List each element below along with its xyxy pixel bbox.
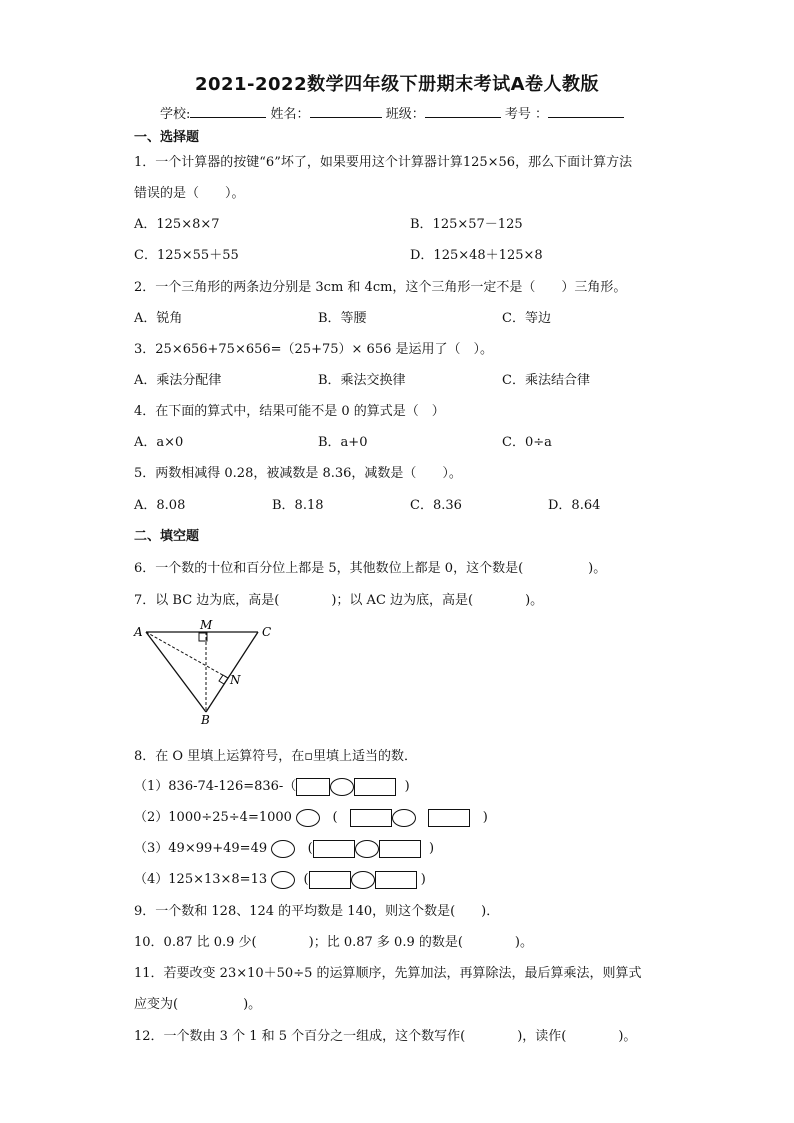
answer-box[interactable] bbox=[375, 871, 417, 889]
operator-oval[interactable] bbox=[330, 778, 354, 796]
q1-option-a[interactable]: A．125×8×7 bbox=[134, 217, 220, 232]
question-7: 7．以 BC 边为底，高是( )；以 AC 边为底，高是( )。 bbox=[134, 593, 544, 608]
operator-oval[interactable] bbox=[271, 871, 295, 889]
question-5: 5．两数相减得 0.28，被减数是 8.36，减数是（ ）。 bbox=[134, 466, 462, 481]
height-an bbox=[146, 632, 228, 678]
q2-option-b[interactable]: B．等腰 bbox=[318, 311, 367, 326]
right-angle-n bbox=[219, 675, 228, 684]
q3-option-b[interactable]: B．乘法交换律 bbox=[318, 373, 406, 388]
q1-option-d[interactable]: D．125×48＋125×8 bbox=[410, 248, 543, 263]
q4-option-c[interactable]: C．0÷a bbox=[502, 435, 552, 450]
side-bc bbox=[206, 632, 258, 712]
class-field[interactable] bbox=[425, 105, 501, 118]
operator-oval[interactable] bbox=[271, 840, 295, 858]
page-title: 2021-2022数学四年级下册期末考试A卷人教版 bbox=[194, 74, 600, 95]
school-field[interactable] bbox=[190, 105, 266, 118]
q3-option-c[interactable]: C．乘法结合律 bbox=[502, 373, 590, 388]
name-label: 姓名： bbox=[270, 107, 310, 122]
name-field[interactable] bbox=[310, 105, 382, 118]
number-label: 考号 ： bbox=[504, 107, 548, 122]
question-3: 3．25×656+75×656=（25+75）× 656 是运用了（ ）。 bbox=[134, 342, 493, 357]
class-label: 班级： bbox=[385, 107, 425, 122]
close-paren: ) bbox=[420, 872, 426, 887]
answer-box[interactable] bbox=[313, 840, 355, 858]
question-10: 10．0.87 比 0.9 少( )；比 0.87 多 0.9 的数是( )。 bbox=[134, 935, 533, 950]
answer-box[interactable] bbox=[354, 778, 396, 796]
open-paren: ( bbox=[332, 810, 338, 825]
q5-option-b[interactable]: B．8.18 bbox=[272, 498, 324, 513]
question-9: 9．一个数和 128、124 的平均数是 140，则这个数是( )． bbox=[134, 904, 500, 919]
student-info-line bbox=[160, 103, 624, 122]
answer-box[interactable] bbox=[350, 809, 392, 827]
question-8: 8．在 O 里填上运算符号，在▫里填上适当的数． bbox=[134, 749, 418, 764]
close-paren: ) bbox=[429, 841, 435, 856]
section-heading-fill: 二、填空题 bbox=[134, 529, 200, 544]
operator-oval[interactable] bbox=[296, 809, 320, 827]
operator-oval[interactable] bbox=[392, 809, 416, 827]
q2-option-c[interactable]: C．等边 bbox=[502, 311, 551, 326]
q5-option-c[interactable]: C．8.36 bbox=[410, 498, 462, 513]
q5-option-d[interactable]: D．8.64 bbox=[548, 498, 601, 513]
answer-box[interactable] bbox=[428, 809, 470, 827]
close-paren: ) bbox=[404, 779, 410, 794]
label-a: A bbox=[134, 625, 143, 639]
question-11-line1: 11．若要改变 23×10＋50÷5 的运算顺序，先算加法，再算除法，最后算乘法，则算式 bbox=[134, 966, 642, 981]
q8-p4-text: （4）125×13×8=13 bbox=[134, 872, 268, 887]
side-ab bbox=[146, 632, 206, 712]
question-6: 6．一个数的十位和百分位上都是 5，其他数位上都是 0，这个数是( )。 bbox=[134, 561, 607, 576]
open-paren: ( bbox=[307, 841, 313, 856]
question-1-line1: 1．一个计算器的按键“6”坏了，如果要用这个计算器计算125×56，那么下面计算方法 bbox=[134, 155, 633, 170]
q8-part-3 bbox=[134, 837, 434, 858]
q4-option-b[interactable]: B．a+0 bbox=[318, 435, 368, 450]
question-11-line2: 应变为( )。 bbox=[134, 997, 262, 1012]
label-c: C bbox=[262, 625, 272, 639]
question-12: 12．一个数由 3 个 1 和 5 个百分之一组成，这个数写作( )，读作( )。 bbox=[134, 1029, 637, 1044]
answer-box[interactable] bbox=[296, 778, 330, 796]
q4-option-a[interactable]: A．a×0 bbox=[134, 435, 184, 450]
q8-part-2 bbox=[134, 806, 488, 827]
school-label: 学校: bbox=[160, 107, 191, 122]
q8-p3-text: （3）49×99+49=49 bbox=[134, 841, 268, 856]
section-heading-choice: 一、选择题 bbox=[134, 130, 200, 145]
question-1-line2: 错误的是（ ）。 bbox=[134, 186, 245, 201]
answer-box[interactable] bbox=[309, 871, 351, 889]
operator-oval[interactable] bbox=[351, 871, 375, 889]
q8-p1-text: （1）836-74-126=836-（ bbox=[134, 779, 297, 794]
q8-part-1 bbox=[134, 775, 410, 796]
triangle-figure bbox=[128, 620, 288, 730]
question-2: 2．一个三角形的两条边分别是 3cm 和 4cm，这个三角形一定不是（ ）三角形。 bbox=[134, 280, 627, 295]
q2-option-a[interactable]: A．锐角 bbox=[134, 311, 183, 326]
q8-part-4 bbox=[134, 868, 426, 889]
q5-option-a[interactable]: A．8.08 bbox=[134, 498, 186, 513]
operator-oval[interactable] bbox=[355, 840, 379, 858]
open-paren: ( bbox=[303, 872, 309, 887]
q1-option-c[interactable]: C．125×55＋55 bbox=[134, 248, 239, 263]
label-m: M bbox=[200, 620, 213, 632]
label-n: N bbox=[230, 673, 241, 687]
label-b: B bbox=[201, 713, 210, 727]
q1-option-b[interactable]: B．125×57－125 bbox=[410, 217, 523, 232]
q3-option-a[interactable]: A．乘法分配律 bbox=[134, 373, 222, 388]
question-4: 4．在下面的算式中，结果可能不是 0 的算式是（ ） bbox=[134, 404, 445, 419]
answer-box[interactable] bbox=[379, 840, 421, 858]
number-field[interactable] bbox=[548, 105, 624, 118]
close-paren: ) bbox=[482, 810, 488, 825]
q8-p2-text: （2）1000÷25÷4=1000 bbox=[134, 810, 292, 825]
